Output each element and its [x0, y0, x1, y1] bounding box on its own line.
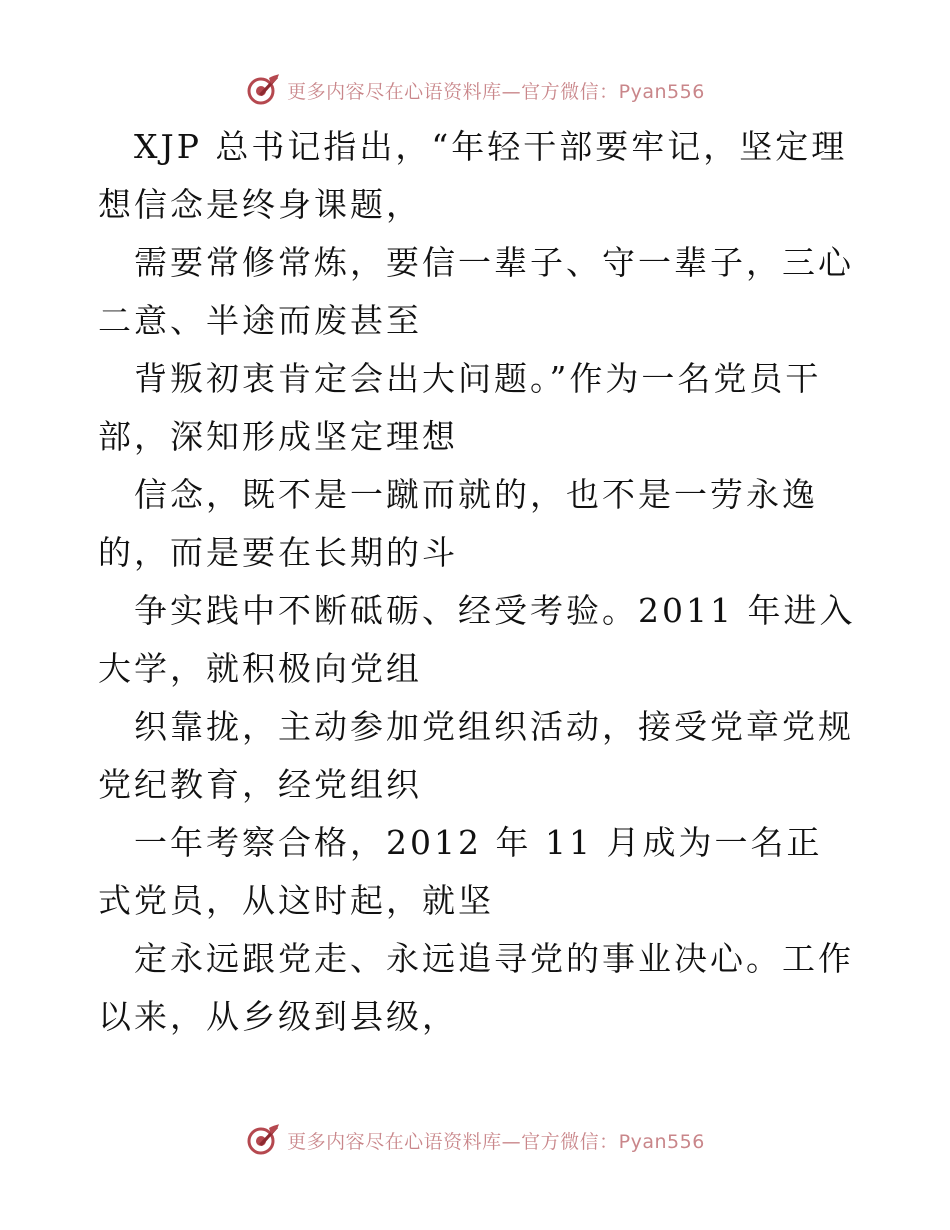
document-body [98, 118, 858, 1046]
paragraph-2: 需要常修常炼，要信一辈子、守一辈子，三心二意、半途而废甚至 [98, 243, 854, 340]
paragraph-4: 信念，既不是一蹴而就的，也不是一劳永逸的，而是要在长期的斗 [98, 475, 818, 572]
paragraph-6: 织靠拢，主动参加党组织活动，接受党章党规党纪教育，经党组织 [98, 707, 854, 804]
footer-watermark [0, 1120, 950, 1160]
watermark-text: 更多内容尽在心语资料库—官方微信：Pyan556 [287, 80, 705, 103]
header-watermark [0, 70, 950, 110]
paragraph-8: 定永远跟党走、永远追寻党的事业决心。工作以来，从乡级到县级， [98, 939, 854, 1036]
paragraph-1: XJP 总书记指出，“年轻干部要牢记，坚定理想信念是终身课题， [98, 127, 848, 224]
paragraph-7: 一年考察合格，2012 年 11 月成为一名正式党员，从这时起，就坚 [98, 823, 823, 920]
quill-logo-icon [245, 1122, 281, 1158]
quill-logo-icon [245, 72, 281, 108]
paragraph-3: 背叛初衷肯定会出大问题。”作为一名党员干部，深知形成坚定理想 [98, 359, 822, 456]
watermark-text: 更多内容尽在心语资料库—官方微信：Pyan556 [287, 1130, 705, 1153]
paragraph-5: 争实践中不断砥砺、经受考验。2011 年进入大学，就积极向党组 [98, 591, 856, 688]
